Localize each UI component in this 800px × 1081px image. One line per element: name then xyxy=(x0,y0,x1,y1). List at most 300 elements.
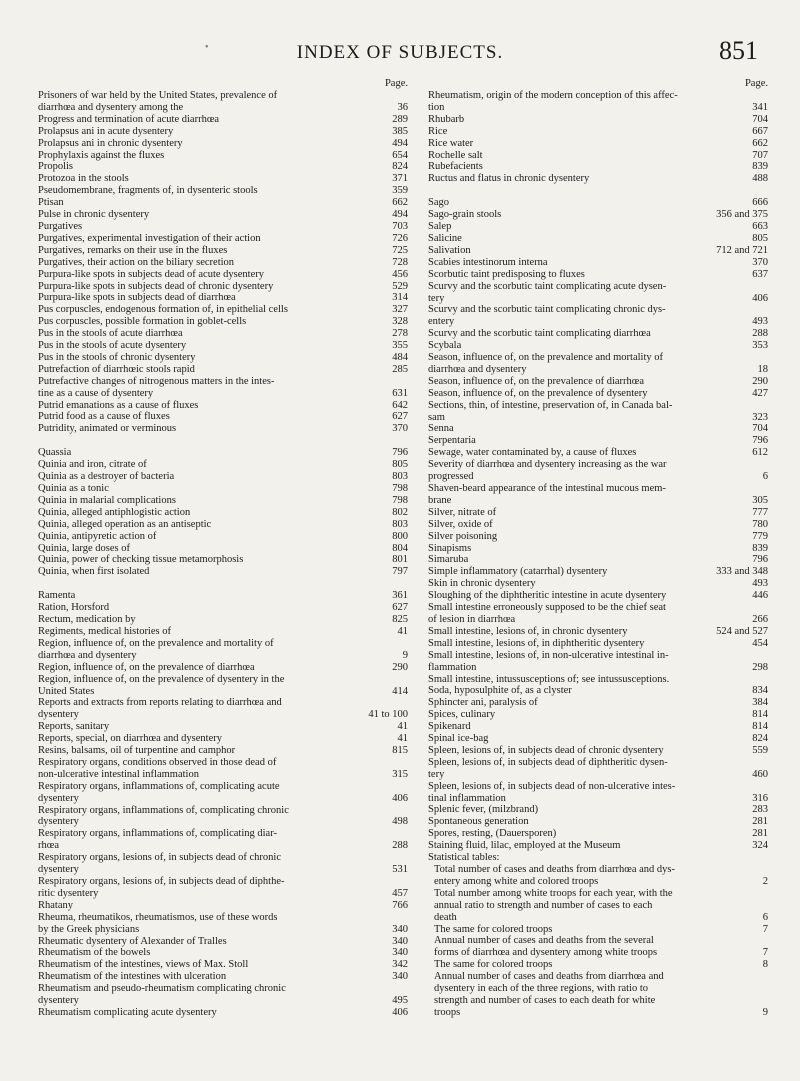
entry-text: Pus in the stools of acute diarrhœa xyxy=(38,328,183,340)
entry-page-ref: 798 xyxy=(392,483,408,494)
index-entry xyxy=(38,638,408,650)
index-entry xyxy=(428,876,768,888)
entry-page-ref: 341 xyxy=(752,101,768,113)
entry-page-ref: 712 and 721 xyxy=(716,244,768,256)
index-entry xyxy=(38,364,408,376)
entry-text: tery xyxy=(428,292,445,304)
entry-page-ref: 484 xyxy=(392,351,408,363)
entry-page-ref: 41 xyxy=(397,721,408,733)
index-entry xyxy=(38,376,408,388)
entry-page-ref: 41 xyxy=(397,625,408,637)
entry-page-ref: 298 xyxy=(752,661,768,673)
entry-text: Pus corpuscles, possible formation in goblet-cells xyxy=(38,316,247,328)
left-column xyxy=(38,78,408,1019)
entry-text: ritic dysentery xyxy=(38,887,99,899)
entry-text: Quinia, antipyretic action of xyxy=(38,530,157,542)
entry-text: Shaven-beard appearance of the intestinal mucous mem- xyxy=(428,483,666,494)
entry-text: Prolapsus ani in acute dysentery xyxy=(38,125,174,137)
index-entry xyxy=(38,483,408,495)
index-entry xyxy=(428,412,768,424)
entry-page-ref: 6 xyxy=(762,471,768,483)
entry-page-ref: 323 xyxy=(752,411,768,423)
entry-text: Purpura-like spots in subjects dead of chronic dysentery xyxy=(38,280,274,292)
entry-page-ref: 824 xyxy=(392,161,408,173)
entry-page-ref: 359 xyxy=(392,185,408,197)
index-entry xyxy=(428,304,768,316)
entry-page-ref: 283 xyxy=(752,804,768,816)
index-entry xyxy=(38,721,408,733)
entry-text: Skin in chronic dysentery xyxy=(428,578,536,590)
entry-text: Rheumatism complicating acute dysentery xyxy=(38,1006,217,1018)
page-column-heading: Page. xyxy=(744,78,768,89)
entry-page-ref: 18 xyxy=(757,363,768,375)
index-entry xyxy=(428,388,768,400)
entry-text: Rheumatism, origin of the modern conception of this affec- xyxy=(428,90,678,101)
entry-page-ref: 666 xyxy=(752,197,768,209)
entry-text: rhœa xyxy=(38,840,59,852)
index-entry xyxy=(428,757,768,769)
entry-page-ref: 342 xyxy=(392,959,408,971)
index-entry xyxy=(428,745,768,757)
entry-text: Scorbutic taint predisposing to fluxes xyxy=(428,268,585,280)
index-entry xyxy=(38,304,408,316)
entry-text: Sections, thin, of intestine, preservation of, in Canada bal- xyxy=(428,399,673,411)
entry-page-ref: 384 xyxy=(752,697,768,709)
entry-text: Regiments, medical histories of xyxy=(38,625,171,637)
entry-text: non-ulcerative intestinal inflammation xyxy=(38,768,199,780)
entry-text: Severity of diarrhœa and dysentery increasing as the war xyxy=(428,459,667,471)
entry-text: Purgatives xyxy=(38,220,83,232)
index-entry xyxy=(428,816,768,828)
entry-page-ref: 725 xyxy=(392,244,408,256)
index-entry xyxy=(428,900,768,912)
entry-text: brane xyxy=(428,494,452,506)
entry-text: Quinia, alleged operation as an antiseptic xyxy=(38,518,212,530)
index-entry xyxy=(428,531,768,543)
entry-page-ref: 371 xyxy=(392,173,408,185)
entry-text: Putrid emanations as a cause of fluxes xyxy=(38,399,199,411)
entry-text: Pus in the stools of chronic dysentery xyxy=(38,351,196,363)
entry-text: Season, influence of, on the prevalence and mortality of xyxy=(428,352,663,364)
entry-text: Salivation xyxy=(428,244,471,256)
entry-text: Scurvy and the scorbutic taint complicating diarrhœa xyxy=(428,328,651,340)
entry-page-ref: 494 xyxy=(392,209,408,221)
entry-text: Total number of cases and deaths from diarrhœa and dys- xyxy=(434,864,675,875)
entry-text: The same for colored troops xyxy=(434,959,553,971)
entry-page-ref: 288 xyxy=(752,328,768,340)
index-entry xyxy=(38,959,408,971)
index-entry xyxy=(428,566,768,578)
index-entry xyxy=(38,126,408,138)
index-entry xyxy=(428,912,768,924)
entry-text: Sphincter ani, paralysis of xyxy=(428,697,538,709)
entry-page-ref: 314 xyxy=(392,292,408,304)
index-entry xyxy=(428,1007,768,1019)
entry-page-ref: 316 xyxy=(752,792,768,804)
index-entry xyxy=(38,423,408,435)
index-entry xyxy=(428,507,768,519)
entry-text: Quinia, power of checking tissue metamorphosis xyxy=(38,554,244,566)
entry-text: troops xyxy=(434,1006,461,1018)
index-entry xyxy=(38,185,408,197)
entry-text: Prisoners of war held by the United States, prevalence of xyxy=(38,90,278,101)
index-entry xyxy=(38,590,408,602)
index-entry xyxy=(38,471,408,483)
entry-text: Reports, sanitary xyxy=(38,721,110,733)
index-entry xyxy=(38,328,408,340)
index-entry xyxy=(428,793,768,805)
entry-page-ref: 559 xyxy=(752,744,768,756)
entry-text: Prophylaxis against the fluxes xyxy=(38,149,165,161)
right-column xyxy=(428,78,768,1019)
entry-page-ref: 779 xyxy=(752,530,768,542)
entry-text: Quinia and iron, citrate of xyxy=(38,459,147,471)
entry-text: Respiratory organs, inflammations of, complicating diar- xyxy=(38,828,277,840)
index-entry xyxy=(38,197,408,209)
entry-page-ref: 370 xyxy=(752,256,768,268)
index-entry xyxy=(428,293,768,305)
entry-page-ref: 328 xyxy=(392,316,408,328)
entry-page-ref: 9 xyxy=(762,1006,768,1018)
entry-page-ref: 803 xyxy=(392,518,408,530)
index-entry xyxy=(38,233,408,245)
entry-text: Salep xyxy=(428,221,452,233)
index-entry xyxy=(428,674,768,686)
page-title: INDEX OF SUBJECTS. xyxy=(296,42,504,63)
entry-text: Rhatany xyxy=(38,899,73,911)
page-number: 851 xyxy=(719,36,758,65)
index-entry xyxy=(38,221,408,233)
index-entry xyxy=(38,352,408,364)
entry-text: Splenic fever, (milzbrand) xyxy=(428,804,539,816)
index-entry xyxy=(428,495,768,507)
entry-text: Purgatives, remarks on their use in the fluxes xyxy=(38,244,228,256)
entry-text: entery among white and colored troops xyxy=(434,875,599,887)
index-entry xyxy=(38,983,408,995)
index-entry xyxy=(428,578,768,590)
entry-page-ref: 340 xyxy=(392,947,408,959)
index-entry xyxy=(38,936,408,948)
entry-text: Prolapsus ani in chronic dysentery xyxy=(38,137,183,149)
entry-text: Purpura-like spots in subjects dead of acute dysentery xyxy=(38,268,264,280)
entry-text: Sinapisms xyxy=(428,542,472,554)
entry-page-ref: 803 xyxy=(392,471,408,483)
entry-page-ref: 654 xyxy=(392,149,408,161)
index-entry xyxy=(428,995,768,1007)
entry-page-ref: 796 xyxy=(392,447,408,459)
entry-text: Rubefacients xyxy=(428,161,483,173)
index-entry xyxy=(428,352,768,364)
entry-page-ref: 627 xyxy=(392,602,408,614)
index-entry xyxy=(38,650,408,662)
entry-page-ref: 457 xyxy=(392,887,408,899)
index-entry xyxy=(38,257,408,269)
entry-page-ref: 406 xyxy=(392,1006,408,1018)
index-entry xyxy=(428,161,768,173)
index-entry xyxy=(38,781,408,793)
entry-text: Respiratory organs, inflammations of, complicating acute xyxy=(38,780,280,792)
entry-page-ref: 662 xyxy=(752,137,768,149)
index-entry xyxy=(38,566,408,578)
entry-text: Serpentaria xyxy=(428,435,476,447)
entry-text: Region, influence of, on the prevalence of diarrhœa xyxy=(38,661,255,673)
index-entry xyxy=(428,173,768,185)
entry-text: tinal inflammation xyxy=(428,792,506,804)
index-entry xyxy=(38,876,408,888)
entry-page-ref: 355 xyxy=(392,340,408,352)
entry-page-ref: 637 xyxy=(752,268,768,280)
entry-text: Season, influence of, on the prevalence of dysentery xyxy=(428,387,648,399)
index-entry xyxy=(428,554,768,566)
index-entry xyxy=(428,281,768,293)
index-entry xyxy=(428,114,768,126)
entry-page-ref: 41 to 100 xyxy=(368,709,408,721)
index-entry xyxy=(428,662,768,674)
index-entry xyxy=(38,709,408,721)
index-entry xyxy=(38,447,408,459)
entry-text: strength and number of cases to each death for white xyxy=(434,994,656,1006)
index-entry xyxy=(38,388,408,400)
entry-text: Purpura-like spots in subjects dead of diarrhœa xyxy=(38,292,236,304)
index-entry xyxy=(38,864,408,876)
entry-page-ref: 777 xyxy=(752,506,768,518)
entry-page-ref: 663 xyxy=(752,221,768,233)
entry-text: Reports, special, on diarrhœa and dysentery xyxy=(38,733,222,745)
entry-page-ref: 796 xyxy=(752,554,768,566)
index-entry xyxy=(428,257,768,269)
index-entry xyxy=(38,495,408,507)
index-entry xyxy=(428,423,768,435)
index-entry xyxy=(428,638,768,650)
entry-text: Quassia xyxy=(38,447,72,459)
entry-page-ref: 780 xyxy=(752,518,768,530)
entry-text: Spices, culinary xyxy=(428,709,496,721)
entry-page-ref: 8 xyxy=(762,959,768,971)
entry-page-ref: 456 xyxy=(392,268,408,280)
index-entry xyxy=(38,554,408,566)
entry-text: Small intestine, intussusceptions of; see intussusceptions. xyxy=(428,673,670,685)
entry-text: Respiratory organs, inflammations of, complicating chronic xyxy=(38,804,289,816)
entry-page-ref: 493 xyxy=(752,578,768,590)
entry-text: Quinia as a destroyer of bacteria xyxy=(38,471,175,483)
entry-text: Rheumatism of the bowels xyxy=(38,947,151,959)
entry-page-ref: 814 xyxy=(752,709,768,721)
index-entry xyxy=(38,733,408,745)
entry-text: Region, influence of, on the prevalence and mortality of xyxy=(38,637,274,649)
index-entry xyxy=(428,781,768,793)
entry-text: Quinia, alleged antiphlogistic action xyxy=(38,506,191,518)
index-entry xyxy=(38,888,408,900)
entry-text: Respiratory organs, lesions of, in subjects dead of diphthe- xyxy=(38,876,285,887)
entry-text: Quinia as a tonic xyxy=(38,483,109,494)
index-entry xyxy=(38,745,408,757)
entry-page-ref: 824 xyxy=(752,733,768,745)
entry-page-ref: 446 xyxy=(752,590,768,602)
index-entry xyxy=(428,852,768,864)
entry-page-ref: 802 xyxy=(392,506,408,518)
entry-text: dysentery xyxy=(38,995,79,1007)
entry-page-ref: 7 xyxy=(762,947,768,959)
entry-page-ref: 7 xyxy=(762,923,768,935)
index-entry xyxy=(428,447,768,459)
entry-text: diarrhœa and dysentery xyxy=(38,649,137,661)
index-entry xyxy=(38,757,408,769)
index-entry xyxy=(38,316,408,328)
entry-page-ref: 36 xyxy=(397,101,408,113)
index-entry xyxy=(428,150,768,162)
entry-page-ref: 797 xyxy=(392,566,408,578)
entry-text: Putrefactive changes of nitrogenous matters in the intes- xyxy=(38,375,275,387)
entry-page-ref: 726 xyxy=(392,232,408,244)
entry-page-ref: 529 xyxy=(392,280,408,292)
entry-text: Staining fluid, lilac, employed at the Museum xyxy=(428,840,621,852)
index-entry xyxy=(428,233,768,245)
index-entry xyxy=(428,840,768,852)
index-entry xyxy=(38,614,408,626)
index-entry xyxy=(428,733,768,745)
entry-text: Simaruba xyxy=(428,554,469,566)
entry-text: Propolis xyxy=(38,161,74,173)
entry-page-ref: 498 xyxy=(392,816,408,828)
entry-text: Pseudomembrane, fragments of, in dysenteric stools xyxy=(38,185,258,197)
index-entry xyxy=(38,947,408,959)
entry-text: Ration, Horsford xyxy=(38,602,110,614)
entry-page-ref: 454 xyxy=(752,637,768,649)
entry-text: Spleen, lesions of, in subjects dead of diphtheritic dysen- xyxy=(428,756,668,768)
entry-page-ref: 805 xyxy=(752,232,768,244)
entry-page-ref: 315 xyxy=(392,768,408,780)
entry-page-ref: 805 xyxy=(392,459,408,471)
entry-text: Quinia in malarial complications xyxy=(38,494,176,506)
entry-page-ref: 704 xyxy=(752,113,768,125)
page-column-heading: Page. xyxy=(384,78,408,89)
entry-text: Sago-grain stools xyxy=(428,209,502,221)
entry-text: Respiratory organs, conditions observed in those dead of xyxy=(38,756,277,768)
entry-page-ref: 290 xyxy=(392,661,408,673)
entry-text: Spinal ice-bag xyxy=(428,733,489,745)
index-entry xyxy=(428,769,768,781)
page-header xyxy=(0,36,800,76)
entry-text: Small intestine, lesions of, in chronic dysentery xyxy=(428,625,628,637)
index-entry xyxy=(428,471,768,483)
index-entry xyxy=(428,650,768,662)
index-entry xyxy=(38,519,408,531)
index-entry xyxy=(38,686,408,698)
entry-page-ref: 414 xyxy=(392,685,408,697)
index-entry xyxy=(38,900,408,912)
index-entry xyxy=(38,90,408,102)
index-entry xyxy=(428,828,768,840)
index-entry xyxy=(38,411,408,423)
index-entry xyxy=(428,709,768,721)
index-entry xyxy=(38,971,408,983)
entry-page-ref: 406 xyxy=(392,792,408,804)
entry-text: Scybala xyxy=(428,340,462,352)
entry-text: of lesion in diarrhœa xyxy=(428,613,516,625)
entry-page-ref: 460 xyxy=(752,768,768,780)
entry-page-ref: 488 xyxy=(752,173,768,185)
entry-page-ref: 6 xyxy=(762,911,768,923)
entry-page-ref: 531 xyxy=(392,864,408,876)
index-entry xyxy=(38,507,408,519)
index-entry xyxy=(38,626,408,638)
entry-text: diarrhœa and dysentery xyxy=(428,363,527,375)
index-entry xyxy=(428,685,768,697)
entry-page-ref: 642 xyxy=(392,399,408,411)
index-entry xyxy=(38,531,408,543)
index-entry xyxy=(38,793,408,805)
index-entry xyxy=(428,102,768,114)
index-entry xyxy=(38,292,408,304)
index-entry xyxy=(428,483,768,495)
entry-text: Small intestine, lesions of, in diphtheritic dysentery xyxy=(428,637,645,649)
entry-text: Ramenta xyxy=(38,590,76,602)
entry-text: Rice xyxy=(428,125,448,137)
entry-text: Soda, hyposulphite of, as a clyster xyxy=(428,685,572,697)
index-entry xyxy=(38,340,408,352)
entry-text: Putridity, animated or verminous xyxy=(38,423,177,435)
entry-text: Annual number of cases and deaths from diarrhœa and xyxy=(434,971,664,983)
entry-page-ref: 815 xyxy=(392,745,408,757)
margin-mark: • xyxy=(205,42,209,53)
index-entry xyxy=(38,995,408,1007)
entry-text: progressed xyxy=(428,471,474,483)
entry-page-ref: 704 xyxy=(752,423,768,435)
index-entry xyxy=(428,221,768,233)
index-entry xyxy=(428,626,768,638)
entry-text: Spores, resting, (Dauersporen) xyxy=(428,828,557,840)
entry-text: dysentery xyxy=(38,709,79,721)
index-entry xyxy=(38,150,408,162)
entry-text: United States xyxy=(38,685,95,697)
entry-page-ref: 612 xyxy=(752,447,768,459)
entry-text: Quinia, large doses of xyxy=(38,542,130,554)
entry-text: death xyxy=(434,911,457,923)
index-entry xyxy=(428,602,768,614)
entry-page-ref: 41 xyxy=(397,733,408,745)
entry-text: Salicine xyxy=(428,232,462,244)
entry-page-ref: 278 xyxy=(392,328,408,340)
index-entry xyxy=(428,126,768,138)
entry-page-ref: 662 xyxy=(392,197,408,209)
index-entry xyxy=(428,316,768,328)
entry-page-ref: 839 xyxy=(752,542,768,554)
index-entry xyxy=(428,614,768,626)
index-entry xyxy=(428,983,768,995)
entry-page-ref: 385 xyxy=(392,125,408,137)
entry-page-ref: 406 xyxy=(752,292,768,304)
entry-text: Pulse in chronic dysentery xyxy=(38,209,150,221)
index-entry xyxy=(428,209,768,221)
entry-page-ref: 305 xyxy=(752,494,768,506)
index-entry xyxy=(38,602,408,614)
index-entry xyxy=(428,364,768,376)
entry-page-ref: 370 xyxy=(392,423,408,435)
entry-text: Resins, balsams, oil of turpentine and camphor xyxy=(38,745,236,757)
index-entry xyxy=(428,435,768,447)
entry-page-ref: 798 xyxy=(392,494,408,506)
right-entries xyxy=(428,90,768,1019)
entry-text: Small intestine, lesions of, in non-ulcerative intestinal in- xyxy=(428,649,669,661)
entry-page-ref: 289 xyxy=(392,113,408,125)
entry-text: Purgatives, their action on the biliary secretion xyxy=(38,256,235,268)
entry-text: Quinia, when first isolated xyxy=(38,566,150,578)
entry-text: Ptisan xyxy=(38,197,64,209)
entry-page-ref: 281 xyxy=(752,816,768,828)
left-entries xyxy=(38,90,408,1019)
entry-page-ref: 825 xyxy=(392,614,408,626)
index-entry xyxy=(38,828,408,840)
